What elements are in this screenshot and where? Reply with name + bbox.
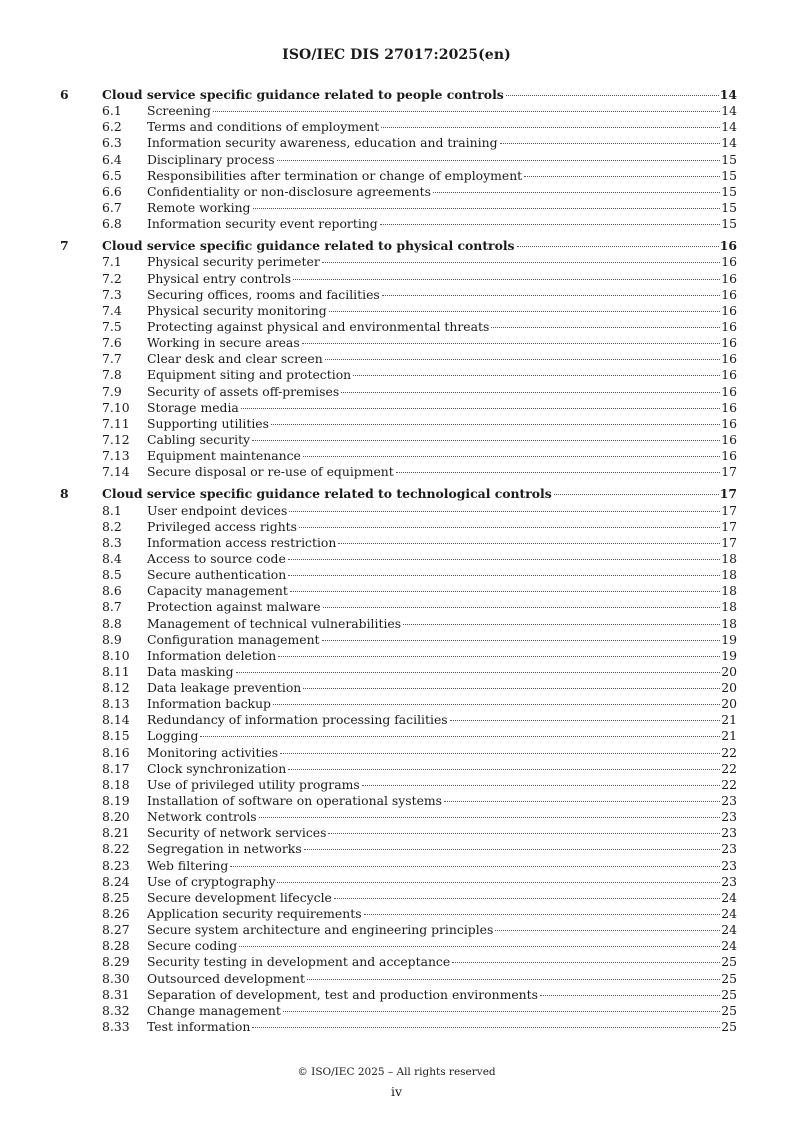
toc-entry-page: 19 [721, 647, 737, 663]
dot-leader [433, 192, 720, 193]
toc-entry-title: Use of privileged utility programs [147, 776, 360, 792]
toc-entry-title: Information backup [147, 696, 271, 712]
toc-entry[interactable] [60, 119, 737, 135]
toc-entry-title: Securing offices, rooms and facilities [147, 286, 380, 302]
dot-leader [495, 930, 720, 931]
toc-section [60, 87, 737, 232]
toc-entry[interactable] [60, 503, 737, 519]
toc-entry-number: 8.33 [102, 1019, 130, 1035]
page-number: iv [390, 1084, 403, 1099]
dot-leader [450, 720, 721, 721]
toc-entry[interactable] [60, 728, 737, 744]
toc-entry-page: 20 [721, 663, 737, 679]
dot-leader [524, 176, 720, 177]
toc-entry[interactable] [60, 680, 737, 696]
toc-entry-page: 16 [719, 238, 737, 254]
toc-entry[interactable] [60, 567, 737, 583]
toc-entry-title: User endpoint devices [147, 502, 288, 518]
toc-entry-title: Equipment siting and protection [147, 367, 352, 383]
dot-leader [403, 624, 720, 625]
toc-entry-title: Cloud service specific guidance related to people controls [102, 87, 504, 102]
toc-entry-number: 8 [60, 486, 69, 502]
toc-entry-title: Storage media [147, 399, 239, 415]
toc-entry-title: Web filtering [147, 857, 229, 873]
toc-entry-number: 8.10 [102, 647, 130, 663]
toc-entry[interactable] [60, 599, 737, 615]
dot-leader [252, 1027, 720, 1028]
toc-entry-title: Change management [147, 1002, 281, 1018]
toc-entry-page: 25 [721, 986, 737, 1002]
toc-entry-number: 7.12 [102, 431, 130, 447]
toc-entry-page: 16 [721, 335, 737, 351]
toc-entry-title: Capacity management [147, 583, 288, 599]
toc-entry[interactable] [60, 200, 737, 216]
toc-entry-title: Disciplinary process [147, 151, 275, 167]
toc-entry-number: 6.6 [102, 183, 122, 199]
dot-leader [554, 494, 719, 495]
toc-entry[interactable] [60, 712, 737, 728]
toc-entry[interactable] [60, 103, 737, 119]
table-of-contents [60, 87, 737, 1041]
toc-entry-page: 18 [721, 615, 737, 631]
dot-leader [236, 672, 721, 673]
toc-entry-page: 22 [721, 760, 737, 776]
toc-entry-title: Application security requirements [147, 906, 362, 922]
dot-leader [277, 882, 720, 883]
dot-leader [288, 559, 720, 560]
dot-leader [241, 408, 720, 409]
document-header: ISO/IEC DIS 27017:2025(en) [282, 47, 511, 63]
toc-entry-number: 7.8 [102, 367, 122, 383]
toc-entry-title: Remote working [147, 199, 251, 215]
dot-leader [277, 160, 721, 161]
toc-entry-number: 6.4 [102, 151, 122, 167]
toc-entry-number: 8.7 [102, 599, 122, 615]
toc-entry-title: Physical security monitoring [147, 302, 327, 318]
toc-entry-title: Logging [147, 728, 199, 744]
toc-entry-number: 7.3 [102, 286, 122, 302]
toc-entry-title: Data leakage prevention [147, 680, 302, 696]
dot-leader [325, 359, 721, 360]
toc-entry[interactable] [60, 616, 737, 632]
toc-entry-page: 23 [721, 793, 737, 809]
toc-entry-page: 16 [721, 383, 737, 399]
toc-section-heading[interactable] [60, 238, 737, 254]
toc-entry[interactable] [60, 168, 737, 184]
dot-leader [500, 143, 721, 144]
toc-entry-title: Working in secure areas [147, 335, 300, 351]
toc-entry-title: Security testing in development and acceptance [147, 954, 451, 970]
toc-entry-page: 17 [721, 464, 737, 480]
toc-entry-page: 23 [721, 857, 737, 873]
toc-entry[interactable] [60, 890, 737, 906]
toc-entry-title: Secure disposal or re-use of equipment [147, 464, 394, 480]
toc-entry[interactable] [60, 367, 737, 383]
toc-entry-page: 16 [721, 270, 737, 286]
toc-entry-number: 8.16 [102, 744, 130, 760]
toc-entry-number: 8.23 [102, 857, 130, 873]
toc-entry-page: 15 [721, 151, 737, 167]
dot-leader [302, 343, 721, 344]
toc-entry[interactable] [60, 632, 737, 648]
toc-entry-title: Privileged access rights [147, 518, 298, 534]
toc-entry-page: 15 [721, 183, 737, 199]
toc-entry-number: 7.9 [102, 383, 122, 399]
toc-entry-number: 8.31 [102, 986, 130, 1002]
toc-entry-title: Cloud service specific guidance related to physical controls [102, 238, 515, 254]
dot-leader [289, 511, 720, 512]
toc-entry-title: Physical security perimeter [147, 254, 320, 270]
toc-entry-number: 6.5 [102, 167, 122, 183]
dot-leader [341, 392, 720, 393]
toc-entry[interactable] [60, 793, 737, 809]
dot-leader [259, 817, 721, 818]
dot-leader [288, 769, 720, 770]
toc-entry-number: 6.8 [102, 216, 122, 232]
toc-entry-title: Configuration management [147, 631, 320, 647]
toc-entry-title: Screening [147, 103, 211, 119]
toc-entry-title: Test information [147, 1019, 251, 1035]
toc-entry-page: 14 [721, 119, 737, 135]
toc-entry-page: 25 [721, 1019, 737, 1035]
toc-entry-number: 8.26 [102, 906, 130, 922]
toc-entry-page: 16 [721, 302, 737, 318]
toc-entry-title: Use of cryptography [147, 873, 276, 889]
toc-entry-number: 8.32 [102, 1002, 130, 1018]
dot-leader [273, 704, 720, 705]
dot-leader [288, 575, 720, 576]
toc-entry-page: 14 [721, 135, 737, 151]
toc-entry-number: 8.14 [102, 712, 130, 728]
toc-entry-title: Security of network services [147, 825, 327, 841]
toc-entry-number: 8.3 [102, 534, 122, 550]
toc-entry-number: 7.2 [102, 270, 122, 286]
toc-entry-title: Security of assets off-premises [147, 383, 340, 399]
dot-leader [334, 898, 720, 899]
toc-entry-page: 17 [721, 502, 737, 518]
toc-entry-page: 15 [721, 167, 737, 183]
toc-entry[interactable] [60, 954, 737, 970]
toc-entry-page: 16 [721, 351, 737, 367]
toc-section-heading[interactable] [60, 87, 737, 103]
dot-leader [329, 311, 721, 312]
dot-leader [322, 262, 720, 263]
toc-entry-page: 14 [721, 103, 737, 119]
toc-entry-page: 17 [719, 486, 737, 502]
toc-entry-number: 8.13 [102, 696, 130, 712]
toc-entry-number: 8.22 [102, 841, 130, 857]
toc-entry-page: 25 [721, 954, 737, 970]
toc-entry[interactable] [60, 922, 737, 938]
toc-entry-page: 16 [721, 318, 737, 334]
toc-entry-page: 24 [721, 922, 737, 938]
toc-entry-number: 8.17 [102, 760, 130, 776]
dot-leader [299, 527, 720, 528]
toc-entry-number: 8.1 [102, 502, 122, 518]
toc-section [60, 486, 737, 1035]
toc-entry-number: 7.14 [102, 464, 130, 480]
dot-leader [452, 962, 720, 963]
dot-leader [396, 472, 720, 473]
toc-entry-title: Secure coding [147, 938, 238, 954]
dot-leader [200, 736, 720, 737]
toc-entry[interactable] [60, 551, 737, 567]
toc-entry[interactable] [60, 1019, 737, 1035]
toc-entry-number: 7.4 [102, 302, 122, 318]
toc-entry[interactable] [60, 841, 737, 857]
toc-entry-number: 8.18 [102, 776, 130, 792]
toc-entry-title: Protection against malware [147, 599, 321, 615]
dot-leader [293, 279, 720, 280]
toc-entry-title: Management of technical vulnerabilities [147, 615, 402, 631]
toc-entry[interactable] [60, 874, 737, 890]
toc-entry-page: 16 [721, 286, 737, 302]
toc-entry-page: 25 [721, 1002, 737, 1018]
dot-leader [304, 849, 721, 850]
toc-entry[interactable] [60, 351, 737, 367]
toc-entry[interactable] [60, 987, 737, 1003]
toc-entry-title: Secure authentication [147, 567, 287, 583]
toc-entry[interactable] [60, 271, 737, 287]
dot-leader [540, 995, 720, 996]
toc-entry-title: Equipment maintenance [147, 448, 301, 464]
toc-entry[interactable] [60, 664, 737, 680]
toc-entry-title: Secure development lifecycle [147, 889, 332, 905]
toc-entry-page: 18 [721, 599, 737, 615]
toc-entry-number: 7.13 [102, 448, 130, 464]
toc-entry-title: Cloud service specific guidance related to technological controls [102, 486, 552, 502]
toc-entry[interactable] [60, 335, 737, 351]
toc-entry-title: Cabling security [147, 431, 251, 447]
toc-entry-number: 7.6 [102, 335, 122, 351]
toc-entry-number: 7.7 [102, 351, 122, 367]
toc-entry-title: Secure system architecture and engineering principles [147, 922, 494, 938]
toc-entry[interactable] [60, 809, 737, 825]
toc-entry[interactable] [60, 448, 737, 464]
toc-entry-title: Data masking [147, 663, 234, 679]
toc-entry-number: 8.24 [102, 873, 130, 889]
dot-leader [506, 95, 719, 96]
dot-leader [362, 785, 721, 786]
dot-leader [239, 946, 720, 947]
toc-entry[interactable] [60, 303, 737, 319]
dot-leader [322, 640, 721, 641]
toc-entry-number: 6.1 [102, 103, 122, 119]
toc-entry-title: Information security awareness, education and training [147, 135, 498, 151]
dot-leader [364, 914, 721, 915]
toc-entry-page: 24 [721, 938, 737, 954]
toc-entry[interactable] [60, 761, 737, 777]
toc-entry[interactable] [60, 519, 737, 535]
toc-entry-page: 20 [721, 696, 737, 712]
toc-entry-page: 14 [719, 87, 737, 102]
toc-entry-page: 18 [721, 567, 737, 583]
copyright-notice: © ISO/IEC 2025 – All rights reserved [297, 1066, 496, 1078]
toc-entry-title: Clear desk and clear screen [147, 351, 323, 367]
dot-leader [517, 246, 719, 247]
toc-entry-page: 15 [721, 216, 737, 232]
toc-entry-page: 21 [721, 712, 737, 728]
toc-entry[interactable] [60, 971, 737, 987]
toc-entry[interactable] [60, 319, 737, 335]
toc-entry-title: Redundancy of information processing facilities [147, 712, 448, 728]
toc-entry-number: 8.27 [102, 922, 130, 938]
toc-entry[interactable] [60, 216, 737, 232]
toc-entry[interactable] [60, 184, 737, 200]
dot-leader [253, 208, 721, 209]
toc-entry-page: 24 [721, 906, 737, 922]
toc-entry-page: 15 [721, 199, 737, 215]
dot-leader [283, 1011, 720, 1012]
toc-entry-number: 8.5 [102, 567, 122, 583]
toc-entry-title: Information access restriction [147, 534, 337, 550]
toc-entry-number: 7.5 [102, 318, 122, 334]
dot-leader [382, 295, 720, 296]
toc-entry-number: 8.9 [102, 631, 122, 647]
dot-leader [380, 224, 721, 225]
dot-leader [338, 543, 720, 544]
dot-leader [303, 456, 720, 457]
toc-section [60, 238, 737, 480]
toc-entry-page: 16 [721, 254, 737, 270]
dot-leader [381, 127, 720, 128]
toc-entry-page: 16 [721, 367, 737, 383]
toc-entry-title: Physical entry controls [147, 270, 292, 286]
toc-entry-title: Responsibilities after termination or change of employment [147, 167, 523, 183]
toc-entry-page: 21 [721, 728, 737, 744]
toc-entry-page: 18 [721, 550, 737, 566]
toc-entry-number: 8.30 [102, 970, 130, 986]
toc-entry-title: Segregation in networks [147, 841, 302, 857]
dot-leader [280, 753, 720, 754]
toc-entry-title: Confidentiality or non-disclosure agreements [147, 183, 431, 199]
toc-entry-number: 8.4 [102, 550, 122, 566]
toc-entry-title: Supporting utilities [147, 415, 269, 431]
toc-entry[interactable] [60, 1003, 737, 1019]
toc-entry-number: 8.2 [102, 518, 122, 534]
toc-entry-page: 23 [721, 841, 737, 857]
dot-leader [328, 833, 720, 834]
toc-entry[interactable] [60, 858, 737, 874]
toc-entry[interactable] [60, 152, 737, 168]
toc-entry-number: 8.25 [102, 889, 130, 905]
toc-entry-number: 6.2 [102, 119, 122, 135]
toc-entry-number: 8.20 [102, 809, 130, 825]
dot-leader [230, 866, 720, 867]
toc-entry-title: Information security event reporting [147, 216, 378, 232]
toc-entry-number: 8.12 [102, 680, 130, 696]
toc-entry-title: Clock synchronization [147, 760, 287, 776]
toc-section-heading[interactable] [60, 486, 737, 502]
toc-entry[interactable] [60, 825, 737, 841]
dot-leader [278, 656, 720, 657]
toc-entry-number: 8.21 [102, 825, 130, 841]
toc-entry-number: 8.28 [102, 938, 130, 954]
dot-leader [252, 440, 720, 441]
toc-entry-title: Protecting against physical and environmental threats [147, 318, 490, 334]
toc-entry-page: 23 [721, 873, 737, 889]
toc-entry-number: 8.8 [102, 615, 122, 631]
dot-leader [303, 688, 720, 689]
toc-entry-title: Monitoring activities [147, 744, 279, 760]
toc-entry-number: 8.29 [102, 954, 130, 970]
toc-entry-page: 16 [721, 415, 737, 431]
toc-entry-page: 16 [721, 431, 737, 447]
toc-entry-number: 8.15 [102, 728, 130, 744]
toc-entry-page: 17 [721, 518, 737, 534]
dot-leader [271, 424, 720, 425]
dot-leader [323, 607, 721, 608]
toc-entry[interactable] [60, 135, 737, 151]
dot-leader [491, 327, 720, 328]
dot-leader [444, 801, 720, 802]
toc-entry-page: 18 [721, 583, 737, 599]
toc-entry[interactable] [60, 254, 737, 270]
toc-entry[interactable] [60, 400, 737, 416]
toc-entry-title: Access to source code [147, 550, 286, 566]
toc-entry[interactable] [60, 696, 737, 712]
toc-entry-page: 22 [721, 776, 737, 792]
toc-entry-title: Separation of development, test and production environments [147, 986, 538, 1002]
toc-entry-page: 16 [721, 448, 737, 464]
dot-leader [307, 979, 720, 980]
toc-entry-number: 8.6 [102, 583, 122, 599]
toc-entry-number: 7.10 [102, 399, 130, 415]
toc-entry-number: 6 [60, 87, 69, 102]
toc-entry[interactable] [60, 583, 737, 599]
toc-entry[interactable] [60, 287, 737, 303]
toc-entry-title: Terms and conditions of employment [147, 119, 380, 135]
toc-entry-page: 22 [721, 744, 737, 760]
toc-entry-page: 23 [721, 809, 737, 825]
dot-leader [213, 111, 720, 112]
toc-entry-page: 19 [721, 631, 737, 647]
toc-entry[interactable] [60, 648, 737, 664]
toc-entry-page: 16 [721, 399, 737, 415]
toc-entry-number: 8.19 [102, 793, 130, 809]
toc-entry-title: Outsourced development [147, 970, 305, 986]
toc-entry[interactable] [60, 535, 737, 551]
toc-entry[interactable] [60, 416, 737, 432]
toc-entry[interactable] [60, 745, 737, 761]
dot-leader [290, 591, 720, 592]
toc-entry-title: Information deletion [147, 647, 277, 663]
toc-entry-number: 7 [60, 238, 69, 254]
toc-entry-number: 7.1 [102, 254, 122, 270]
toc-entry[interactable] [60, 464, 737, 480]
toc-entry-title: Installation of software on operational systems [147, 793, 443, 809]
dot-leader [353, 375, 720, 376]
toc-entry-page: 20 [721, 680, 737, 696]
toc-entry-number: 6.3 [102, 135, 122, 151]
toc-entry-number: 8.11 [102, 663, 130, 679]
toc-entry-number: 6.7 [102, 199, 122, 215]
toc-entry-page: 23 [721, 825, 737, 841]
toc-entry[interactable] [60, 906, 737, 922]
toc-entry[interactable] [60, 938, 737, 954]
toc-entry-page: 25 [721, 970, 737, 986]
toc-entry[interactable] [60, 432, 737, 448]
toc-entry-number: 7.11 [102, 415, 130, 431]
toc-entry-page: 24 [721, 889, 737, 905]
toc-entry-title: Network controls [147, 809, 257, 825]
toc-entry[interactable] [60, 384, 737, 400]
toc-entry-page: 17 [721, 534, 737, 550]
toc-entry[interactable] [60, 777, 737, 793]
